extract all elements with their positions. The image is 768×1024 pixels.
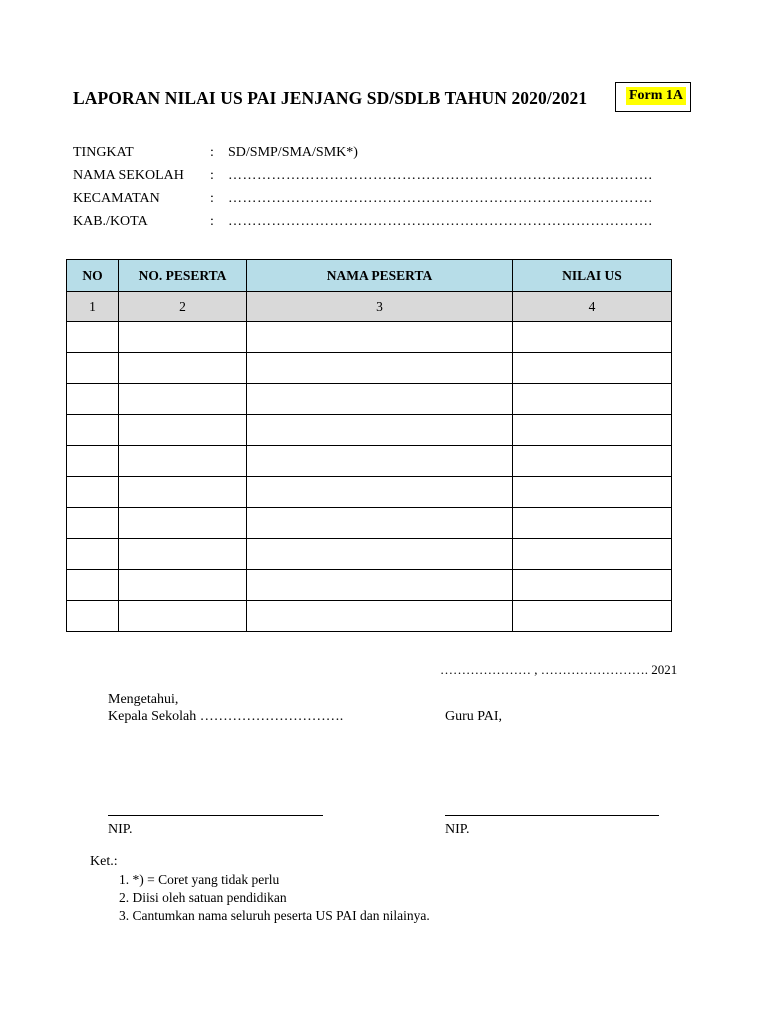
column-number: 2	[119, 292, 247, 322]
info-colon: :	[210, 145, 214, 160]
cell-no-peserta[interactable]	[119, 477, 247, 508]
info-colon: :	[210, 214, 214, 229]
cell-no-peserta[interactable]	[119, 539, 247, 570]
info-value: …………………………………………………………………………….	[228, 214, 653, 229]
cell-no[interactable]	[67, 570, 119, 601]
column-number: 4	[513, 292, 672, 322]
cell-nilai-us[interactable]	[513, 446, 672, 477]
cell-no[interactable]	[67, 415, 119, 446]
cell-no-peserta[interactable]	[119, 508, 247, 539]
cell-no[interactable]	[67, 384, 119, 415]
table-row	[67, 446, 672, 477]
notes-list	[119, 872, 430, 926]
cell-nilai-us[interactable]	[513, 539, 672, 570]
principal-label: Kepala Sekolah ………………………….	[108, 709, 344, 724]
table-row	[67, 570, 672, 601]
table-row	[67, 539, 672, 570]
teacher-label: Guru PAI,	[445, 709, 503, 724]
cell-nama-peserta[interactable]	[247, 570, 513, 601]
teacher-signature-line	[445, 815, 659, 816]
cell-nama-peserta[interactable]	[247, 384, 513, 415]
cell-nama-peserta[interactable]	[247, 477, 513, 508]
cell-nilai-us[interactable]	[513, 322, 672, 353]
cell-no[interactable]	[67, 446, 119, 477]
cell-nilai-us[interactable]	[513, 570, 672, 601]
cell-no-peserta[interactable]	[119, 570, 247, 601]
place-date-line: ………………… , ……………………. 2021	[440, 662, 678, 677]
cell-nilai-us[interactable]	[513, 508, 672, 539]
cell-no[interactable]	[67, 539, 119, 570]
document-title: LAPORAN NILAI US PAI JENJANG SD/SDLB TAHUN 2020/2021	[73, 88, 588, 108]
column-number: 3	[247, 292, 513, 322]
cell-nilai-us[interactable]	[513, 353, 672, 384]
cell-no[interactable]	[67, 322, 119, 353]
cell-no[interactable]	[67, 601, 119, 632]
column-number: 1	[67, 292, 119, 322]
cell-nama-peserta[interactable]	[247, 353, 513, 384]
teacher-nip: NIP.	[445, 822, 470, 837]
info-value: …………………………………………………………………………….	[228, 168, 653, 183]
header-no: NO	[67, 260, 119, 292]
info-value: …………………………………………………………………………….	[228, 191, 653, 206]
table-row	[67, 384, 672, 415]
info-label: NAMA SEKOLAH	[73, 168, 184, 183]
table-header-row	[67, 260, 672, 292]
table-row	[67, 322, 672, 353]
notes-title: Ket.:	[90, 854, 118, 869]
header-nama-peserta: NAMA PESERTA	[247, 260, 513, 292]
note-item: 2. Diisi oleh satuan pendidikan	[119, 890, 287, 905]
cell-no[interactable]	[67, 508, 119, 539]
cell-no-peserta[interactable]	[119, 601, 247, 632]
cell-nilai-us[interactable]	[513, 477, 672, 508]
header-no-peserta: NO. PESERTA	[119, 260, 247, 292]
table-row	[67, 415, 672, 446]
cell-no[interactable]	[67, 353, 119, 384]
form-code-label: Form 1A	[626, 87, 686, 105]
info-value: SD/SMP/SMA/SMK*)	[228, 145, 358, 160]
score-table	[66, 259, 672, 632]
note-item: 3. Cantumkan nama seluruh peserta US PAI dan nilainya.	[119, 908, 430, 923]
cell-no-peserta[interactable]	[119, 322, 247, 353]
form-code-box	[615, 82, 691, 112]
cell-nilai-us[interactable]	[513, 384, 672, 415]
header-nilai-us: NILAI US	[513, 260, 672, 292]
info-label: TINGKAT	[73, 145, 134, 160]
cell-nama-peserta[interactable]	[247, 322, 513, 353]
info-label: KAB./KOTA	[73, 214, 148, 229]
note-item: 1. *) = Coret yang tidak perlu	[119, 872, 280, 887]
info-label: KECAMATAN	[73, 191, 160, 206]
cell-nama-peserta[interactable]	[247, 508, 513, 539]
cell-nama-peserta[interactable]	[247, 415, 513, 446]
info-colon: :	[210, 168, 214, 183]
cell-nilai-us[interactable]	[513, 601, 672, 632]
table-row	[67, 601, 672, 632]
cell-nilai-us[interactable]	[513, 415, 672, 446]
table-row	[67, 477, 672, 508]
cell-no-peserta[interactable]	[119, 353, 247, 384]
principal-signature-line	[108, 815, 323, 816]
acknowledged-label: Mengetahui,	[108, 692, 179, 707]
cell-nama-peserta[interactable]	[247, 601, 513, 632]
table-row	[67, 353, 672, 384]
cell-no-peserta[interactable]	[119, 446, 247, 477]
cell-nama-peserta[interactable]	[247, 446, 513, 477]
cell-no[interactable]	[67, 477, 119, 508]
table-row	[67, 508, 672, 539]
cell-no-peserta[interactable]	[119, 384, 247, 415]
cell-nama-peserta[interactable]	[247, 539, 513, 570]
cell-no-peserta[interactable]	[119, 415, 247, 446]
principal-nip: NIP.	[108, 822, 133, 837]
info-colon: :	[210, 191, 214, 206]
column-number-row	[67, 292, 672, 322]
